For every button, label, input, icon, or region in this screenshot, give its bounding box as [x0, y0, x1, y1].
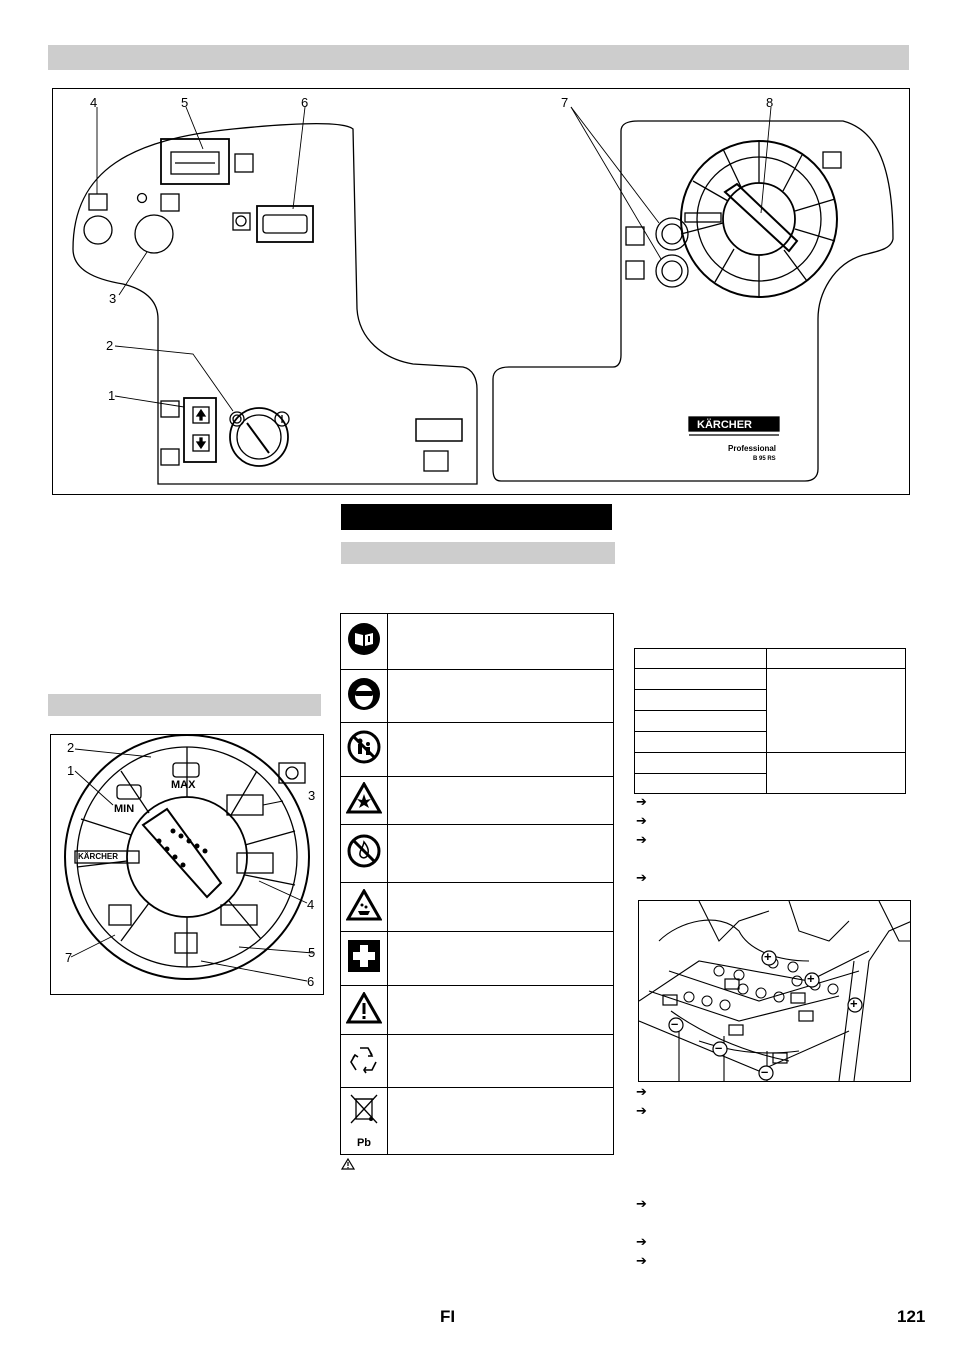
table-row	[341, 670, 614, 723]
step-arrow: ➔	[636, 832, 647, 847]
step-arrow: ➔	[636, 794, 647, 809]
table-cell	[341, 777, 388, 825]
callout-7: 7	[561, 95, 569, 110]
table-cell	[341, 986, 388, 1035]
general-warning-icon	[346, 992, 382, 1024]
program-dial-figure	[50, 734, 324, 995]
dial-callout-7: 7	[65, 950, 73, 965]
footer-language: FI	[440, 1307, 456, 1326]
table-cell	[388, 932, 614, 986]
step-arrow: ➔	[636, 1234, 647, 1249]
dial-callout-1: 1	[67, 763, 75, 778]
battery-disposal-icon	[347, 1093, 381, 1133]
callout-4: 4	[90, 95, 98, 110]
goggles-icon	[347, 677, 381, 711]
table-row	[341, 723, 614, 777]
table-cell	[388, 614, 614, 670]
table-row	[341, 932, 614, 986]
table-row	[341, 825, 614, 883]
table-row	[635, 753, 906, 774]
header-bar	[48, 45, 909, 70]
minus-terminal-label: –	[761, 1064, 769, 1079]
table-cell	[341, 932, 388, 986]
warning-icon	[341, 1158, 355, 1170]
table-row	[341, 614, 614, 670]
step-arrow: ➔	[636, 1253, 647, 1268]
dial-min-label: MIN	[114, 803, 135, 815]
table-cell	[341, 1088, 388, 1155]
table-cell	[635, 669, 767, 690]
control-panel-figure	[52, 88, 910, 495]
table-cell	[388, 825, 614, 883]
table-cell	[341, 1035, 388, 1088]
callout-2: 2	[106, 338, 114, 353]
dial-callout-3: 3	[308, 788, 316, 803]
battery-spec-table	[634, 648, 906, 794]
battery-connection-figure	[638, 900, 911, 1082]
model-label: B 95 RS	[753, 456, 776, 462]
step-arrow: ➔	[636, 1103, 647, 1118]
table-cell	[341, 614, 388, 670]
brand-logo: KÄRCHER	[697, 419, 752, 431]
footer-page-number: 121	[897, 1307, 926, 1326]
table-cell	[388, 986, 614, 1035]
table-cell	[388, 1035, 614, 1088]
brand-subtitle: Professional	[728, 444, 777, 453]
table-cell	[767, 669, 906, 753]
recycle-icon	[346, 1042, 382, 1076]
left-subsection-bar	[48, 694, 321, 716]
explosion-warning-icon	[346, 782, 382, 814]
table-cell	[635, 774, 767, 794]
step-arrow: ➔	[636, 813, 647, 828]
dial-callout-6: 6	[307, 974, 315, 989]
plus-terminal-label: +	[764, 949, 772, 964]
no-fire-icon	[347, 834, 381, 868]
dial-callout-4: 4	[307, 897, 315, 912]
battery-drawing	[639, 901, 911, 1082]
callout-1: 1	[108, 388, 116, 403]
table-cell	[635, 732, 767, 753]
step-arrow: ➔	[636, 1084, 647, 1099]
dial-callout-5: 5	[308, 945, 316, 960]
table-cell	[341, 883, 388, 932]
control-panel-drawing	[53, 89, 911, 496]
table-cell	[388, 670, 614, 723]
callout-6: 6	[301, 95, 309, 110]
subsection-heading-bar	[341, 542, 615, 564]
dial-max-label: MAX	[171, 779, 196, 791]
acid-warning-icon	[346, 889, 382, 921]
table-cell	[341, 825, 388, 883]
minus-terminal-label: –	[715, 1040, 723, 1055]
table-row	[341, 777, 614, 825]
safety-symbol-table	[340, 613, 614, 1155]
read-manual-icon	[347, 622, 381, 656]
table-cell	[388, 1088, 614, 1155]
table-cell	[635, 753, 767, 774]
table-row	[635, 669, 906, 690]
table-row	[341, 986, 614, 1035]
table-row	[635, 649, 906, 669]
first-aid-icon	[347, 939, 381, 973]
table-cell	[341, 670, 388, 723]
table-cell	[341, 723, 388, 777]
keep-children-away-icon	[347, 730, 381, 764]
table-cell	[767, 753, 906, 794]
table-cell	[635, 649, 767, 669]
table-cell	[388, 723, 614, 777]
table-cell	[635, 690, 767, 711]
callout-3: 3	[109, 291, 117, 306]
table-row	[341, 883, 614, 932]
callout-5: 5	[181, 95, 189, 110]
dial-callout-2: 2	[67, 740, 75, 755]
plus-terminal-label: +	[850, 996, 858, 1011]
table-cell	[635, 711, 767, 732]
step-arrow: ➔	[636, 1196, 647, 1211]
callout-8: 8	[766, 95, 774, 110]
step-arrow: ➔	[636, 870, 647, 885]
pb-label: Pb	[356, 1137, 372, 1149]
table-row	[341, 1088, 614, 1155]
plus-terminal-label: +	[807, 971, 815, 986]
program-dial-drawing	[51, 735, 325, 996]
dial-brand-label: KÄRCHER	[78, 852, 118, 861]
minus-terminal-label: –	[671, 1016, 679, 1031]
table-cell	[388, 777, 614, 825]
section-heading-bar	[341, 504, 612, 530]
table-cell	[388, 883, 614, 932]
table-row	[341, 1035, 614, 1088]
table-cell	[767, 649, 906, 669]
